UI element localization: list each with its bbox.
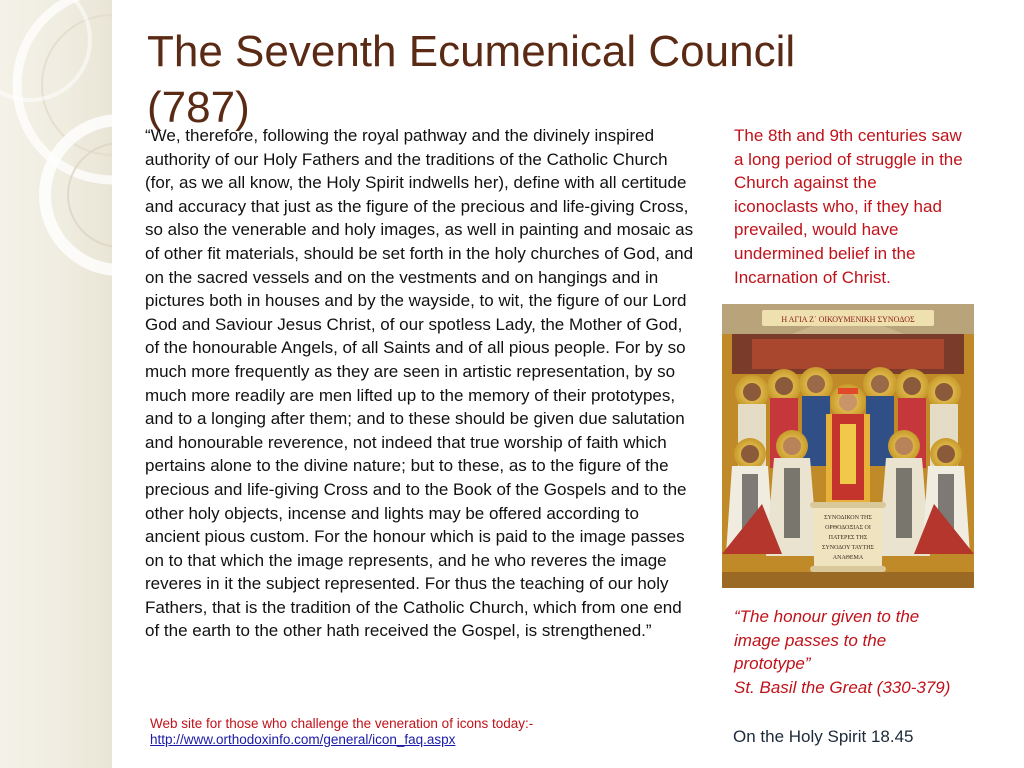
web-reference-label: Web site for those who challenge the veneration of icons today:- [150,716,534,731]
basil-citation [734,605,964,699]
decorative-circles [0,0,112,768]
council-icon-illustration [722,304,974,588]
svg-text:ΣΥΝΟΔΙΚΟΝ ΤΗΣ: ΣΥΝΟΔΙΚΟΝ ΤΗΣ [824,515,872,521]
icon-scroll [810,502,886,572]
citation-author: St. Basil the Great (330-379) [734,677,951,697]
svg-text:ΣΥΝΟΔΟΥ ΤΑΥΤΗΣ: ΣΥΝΟΔΟΥ ΤΑΥΤΗΣ [821,545,875,551]
citation-source: On the Holy Spirit 18.45 [733,727,914,746]
svg-text:ΑΝΑΘΕΜΑ: ΑΝΑΘΕΜΑ [832,555,864,561]
council-quote: “We, therefore, following the royal pathway and the divinely inspired authority of our Holy Fathers and the traditions of the Catholic Church (for, as we all know, the Holy Spirit indwells her), define with all certitude and accuracy that just as the figure of the precious and life-giving Cross, so also the venerable and holy images, as well in painting and mosaic as of other fit materials, should be set forth in the holy churches of God, and on the sacred vessels and on the vestments and on hangings and in pictures both in houses and by the wayside, to wit, the figure of our Lord God and Saviour Jesus Christ, of our spotless Lady, the Mother of God, of the honourable Angels, of all Saints and of all pious people. For by so much more frequently as they are seen in artistic representation, by so much more readily are men lifted up to the memory of their prototypes, and to a longing after them; and to these should be given due salutation and honourable reverence, not indeed that true worship of faith which pertains alone to the divine nature; but to these, as to the figure of the precious and life-giving Cross and to the Book of the Gospels and to the other holy objects, incense and lights may be offered according to ancient pious custom. For the honour which is paid to the image passes on to that which the image represents, and he who reveres the image reveres in it the subject represented. For thus the teaching of our holy Fathers, that is the tradition of the Catholic Church, which from one end of the earth to the other hath received the Gospel, is strengthened.” [145,126,694,641]
svg-text:ΠΑΤΕΡΕΣ ΤΗΣ: ΠΑΤΕΡΕΣ ΤΗΣ [828,535,868,541]
slide-title: The Seventh Ecumenical Council (787) [147,27,796,132]
citation-quote: “The honour given to the image passes to the prototype” [734,607,920,674]
icon-faq-link[interactable]: http://www.orthodoxinfo.com/general/icon_faq.aspx [150,732,456,747]
side-note: The 8th and 9th centuries saw a long period of struggle in the Church against the iconoclasts who, if they had prevailed, would have undermined belief in the Incarnation of Christ. [734,126,963,287]
web-reference [150,716,670,748]
central-figures [826,384,870,504]
icon-banner-text: Η ΑΓΙΑ Ζ΄ ΟΙΚΟΥΜΕΝΙΚΗ ΣΥΝΟΔΟΣ [781,315,915,324]
svg-text:ΟΡΘΟΔΟΞΙΑΣ ΟΙ: ΟΡΘΟΔΟΞΙΑΣ ΟΙ [825,525,871,531]
council-icon-painting [722,304,974,588]
decorative-side-band [0,0,112,768]
